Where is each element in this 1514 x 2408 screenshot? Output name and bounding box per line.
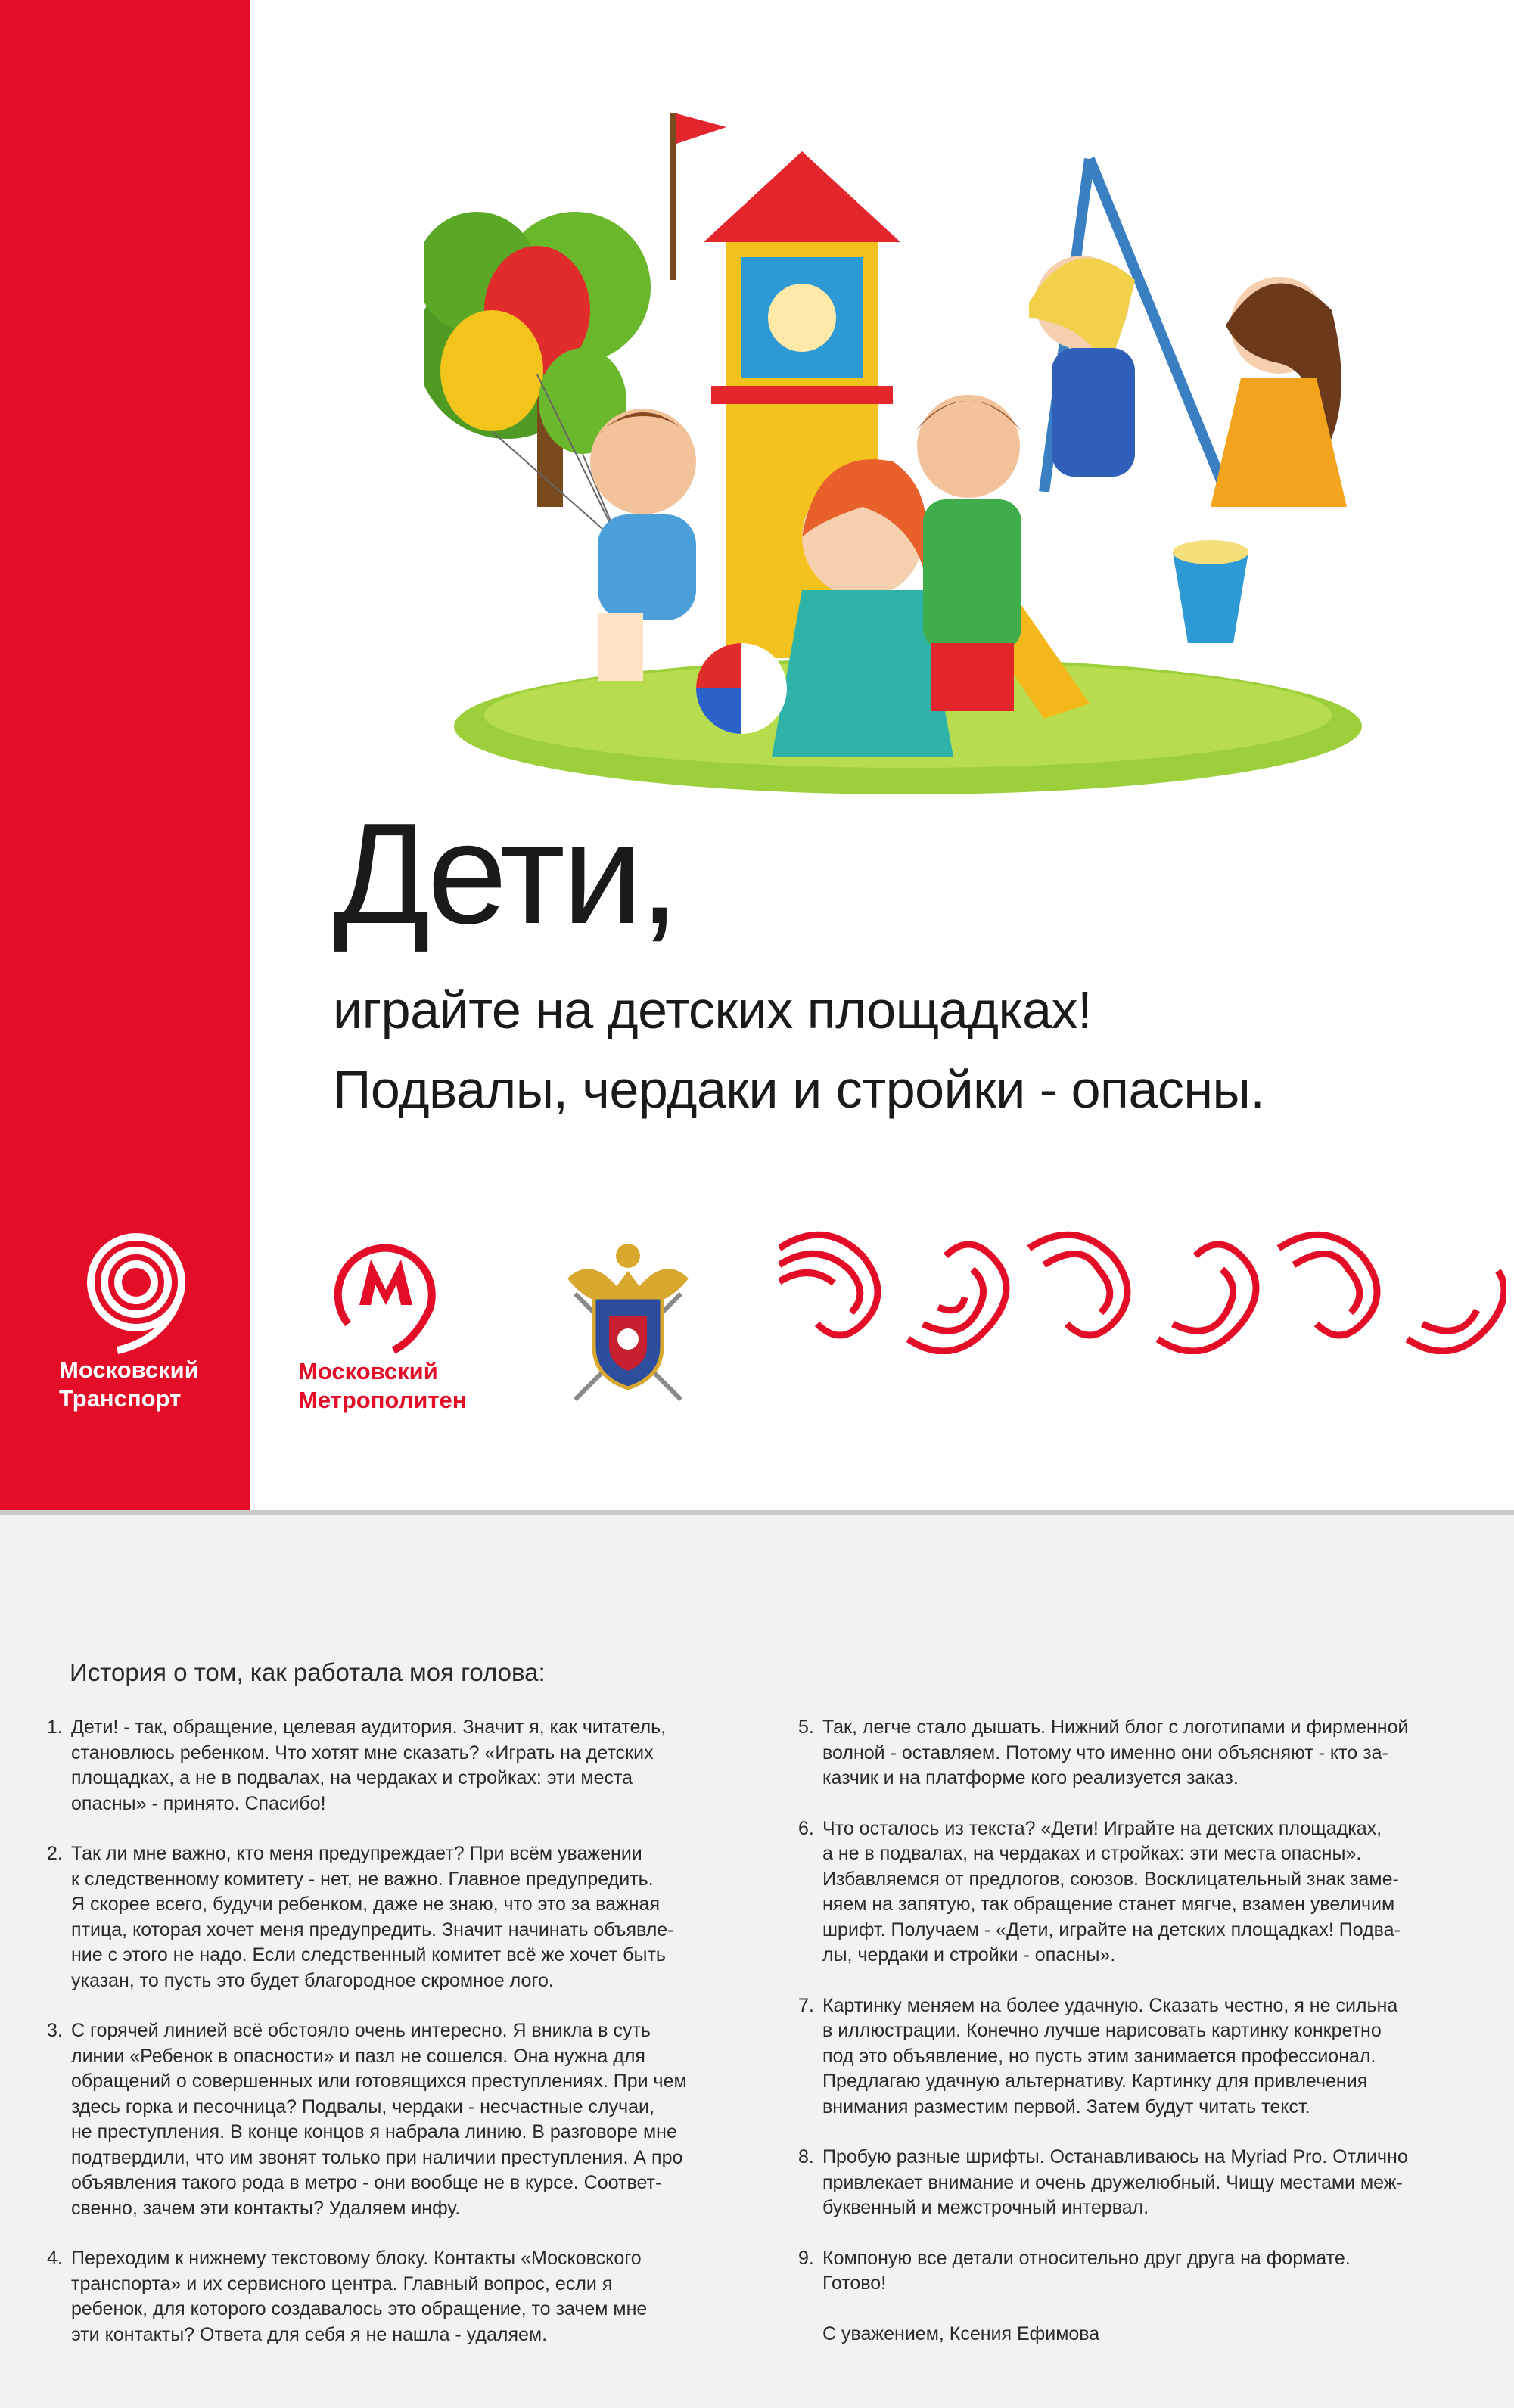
story-column-left bbox=[47, 1715, 758, 2372]
story-title: История о том, как работала моя голова: bbox=[70, 1658, 546, 1686]
metro-logo-line-1: Московский bbox=[298, 1358, 438, 1384]
eagle-shield-icon bbox=[545, 1226, 711, 1415]
story-item-number: 8. bbox=[798, 2146, 814, 2167]
headline-main: Дети, bbox=[333, 794, 676, 954]
playground-illustration bbox=[424, 98, 1377, 802]
story-item-number: 4. bbox=[47, 2248, 63, 2269]
story-item-number: 6. bbox=[798, 1817, 814, 1839]
story-item-text: Пробую разные шрифты. Останавливаюсь на Myriad Pro. Отлично привлекает внимание и очень дружелюбный. Чищу местами меж- буквенный и межстрочный интервал. bbox=[822, 2146, 1408, 2218]
moscow-metro-logo bbox=[295, 1226, 507, 1453]
story-item-text: Так ли мне важно, кто меня предупреждает? При всём уважении к следственному комитету - нет, не важно. Главное предупредить. Я скорее всего, будучи ребенком, даже не знаю, что это за важная птица, которая хочет меня предупредить. Значит начинать объявле- ние с этого не надо. Если следственный комитет всё же хочет быть указан, то пусть это будет благородное скромное лого. bbox=[71, 1843, 674, 1991]
story-item bbox=[47, 2018, 758, 2221]
story-item-number: 9. bbox=[798, 2247, 814, 2269]
story-item bbox=[798, 2145, 1479, 2221]
story-item-number: 7. bbox=[798, 1994, 814, 2016]
story-item-text: Дети! - так, обращение, целевая аудитория. Значит я, как читатель, становлюсь ребенком. Что хотят мне сказать? «Играть на детских площадках, а не в подвалах, на чердаках и стройках: эти места опасны» - принято. Спасибо! bbox=[71, 1717, 667, 1814]
story-item-text: Что осталось из текста? «Дети! Играйте на детских площадках, а не в подвалах, на чердаках и стройках: эти места опасны». Избавляемся от предлогов, союзов. Восклицательный знак заме- няем на запятую, так обращение станет мягче, взамен увеличим шрифт. Получаем - «Дети, играйте на детских площадках! Подва- лы, чердаки и стройки - опасны». bbox=[822, 1817, 1401, 1965]
story-item bbox=[798, 2246, 1479, 2297]
story-item-text: Компоную все детали относительно друг друга на формате. Готово! bbox=[822, 2247, 1351, 2294]
transport-logo-line-1: Московский bbox=[59, 1356, 199, 1383]
story-item bbox=[47, 2246, 758, 2347]
story-item-text: Переходим к нижнему текстовому блоку. Контакты «Московского транспорта» и их сервисного центра. Главный вопрос, если я ребенок, для которого создавалось это обращение, то зачем мне эти контакты? Ответа для себя я не нашла - удаляем. bbox=[71, 2248, 648, 2345]
story-item bbox=[798, 1993, 1479, 2121]
metro-logo-line-2: Метрополитен bbox=[298, 1387, 467, 1413]
story-item bbox=[47, 1841, 758, 1993]
story-signature: С уважением, Ксения Ефимова bbox=[822, 2323, 1100, 2344]
story-item-number: 3. bbox=[47, 2020, 63, 2041]
headline-subline-danger: Подвалы, чердаки и стройки - опасны. bbox=[333, 1060, 1265, 1119]
investigative-committee-emblem bbox=[545, 1226, 711, 1415]
nine-ring-icon bbox=[45, 1226, 227, 1354]
story-item bbox=[47, 1715, 758, 1816]
headline-subline-play: играйте на детских площадках! bbox=[333, 980, 1093, 1039]
story-column-right bbox=[798, 1715, 1479, 2347]
story-item-text: Так, легче стало дышать. Нижний блог с логотипами и фирменной волной - оставляем. Потому что именно они объясняют - кто за- казчик и на платформе кого реализуется заказ. bbox=[822, 1717, 1409, 1788]
story-item-number: 2. bbox=[47, 1843, 63, 1864]
playground-illustration-art bbox=[424, 98, 1377, 802]
story-item bbox=[798, 1816, 1479, 1968]
story-item bbox=[798, 1715, 1479, 1791]
metro-m-icon bbox=[295, 1226, 477, 1354]
story-item-text: Картинку меняем на более удачную. Сказать честно, я не сильна в иллюстрации. Конечно лучше нарисовать картинку конкретно под это объявление, но пусть этим занимается профессионал. Предлагаю удачную альтернативу. Картинку для привлечения внимания разместим первой. Затем будут читать текст. bbox=[822, 1994, 1398, 2117]
story-item-number: 5. bbox=[798, 1717, 814, 1738]
brand-wave-pattern bbox=[779, 1226, 1506, 1354]
story-item-number: 1. bbox=[47, 1717, 63, 1738]
moscow-transport-logo bbox=[45, 1226, 227, 1453]
story-section bbox=[0, 1515, 1514, 2408]
story-item-text: С горячей линией всё обстояло очень интересно. Я вникла в суть линии «Ребенок в опасности» и пазл не сошелся. Она нужна для обращений о совершенных или готовящихся преступлениях. При чем здесь горка и песочница? Подвалы, чердаки - несчастные случаи, не преступления. В конце концов я набрала линию. В разговоре мне подтвердили, что им звонят только при наличии преступления. А про объявления такого рода в метро - они вообще не в курсе. Соответ- свенно, зачем эти контакты? Удаляем инфу. bbox=[71, 2020, 687, 2219]
transport-logo-line-2: Транспорт bbox=[59, 1385, 182, 1412]
